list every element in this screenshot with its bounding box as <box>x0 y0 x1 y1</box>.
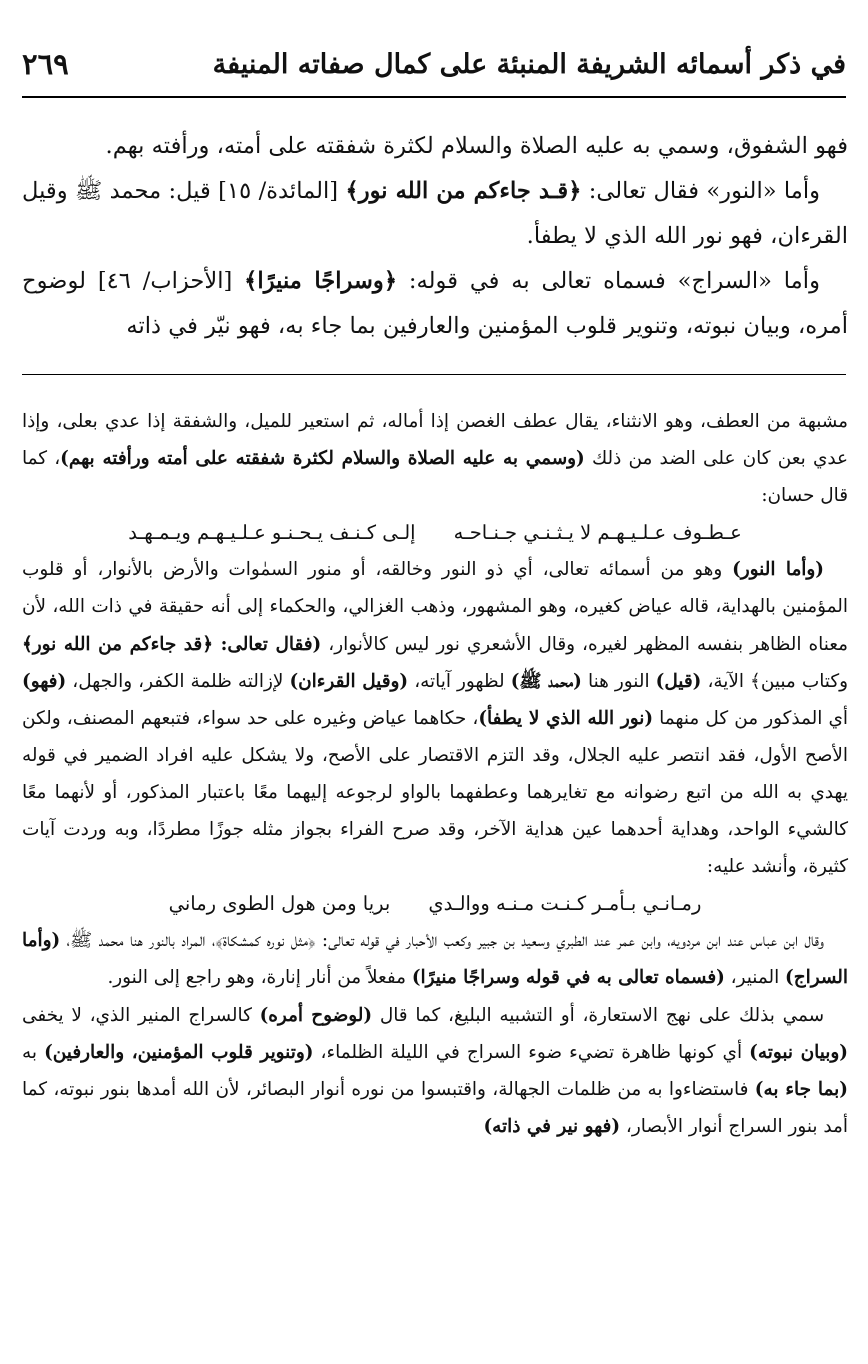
running-title: في ذكر أسمائه الشريفة المنبئة على كمال صفاته المنيفة <box>212 48 846 80</box>
c2-text-4: لظهور آياته، <box>408 670 511 692</box>
main-paragraph-2 <box>22 169 848 259</box>
main-text <box>22 124 848 349</box>
commentary-paragraph-2 <box>22 551 848 885</box>
commentary-divider <box>22 374 846 375</box>
c4-bold-2: (وبيان نبوته) <box>749 1041 848 1063</box>
c2-bold-5: (وقيل القرءان) <box>289 670 409 692</box>
c4-bold-3: (وتنوير قلوب المؤمنين، والعارفين) <box>44 1041 314 1063</box>
c2-bold-6: (فهو) <box>22 670 67 692</box>
commentary-text <box>22 403 848 1145</box>
main-paragraph-3 <box>22 259 848 349</box>
c2-bold-2: (فقال تعالى: ﴿قد جاءكم من الله نور﴾ <box>22 633 322 655</box>
header-rule <box>22 96 846 98</box>
c3-bold-2: (فسماه تعالى به في قوله وسراجًا منيرًا) <box>411 967 725 989</box>
commentary-paragraph-3 <box>22 922 848 996</box>
verse-1-right-hemistich: عـطـوف عـلـيـهـم لا يـثـنـي جـنـاحـه <box>453 521 742 545</box>
c2-text-1: وهو من أسمائه تعالى، أي ذو النور وخالقه، أو منور السمٰوات والأرض بالأنوار، أو قلوب المؤمنين بالهداية، قاله عياض كغيره، وهو المشهور، وذهب الغزالي، والحكماء إلى أنه حقيقة في ذات الله، لأن معناه الظاهر بنفسه المظهر لغيره، وقال الأشعري نور ليس كالأنوار، <box>22 559 848 655</box>
verse-1-left-hemistich: إلـى كـنـف يـحـنـو عـلـيـهـم ويـمـهـد <box>128 521 416 545</box>
c2-text-2: وكتاب مبين﴾ الآية، <box>701 670 848 692</box>
commentary-paragraph-4 <box>22 997 848 1145</box>
main-paragraph-1: فهو الشفوق، وسمي به عليه الصلاة والسلام لكثرة شفقته على أمته، ورأفته بهم. <box>105 133 848 159</box>
verse-2-right-hemistich: رمـانـي بـأمـر كـنـت مـنـه ووالـدي <box>428 892 702 916</box>
c3-text-2: المنير، <box>724 967 786 989</box>
commentary-c1-end: ، كما قال حسان: <box>22 448 848 507</box>
c2-bold-4: (محمد ﷺ) <box>510 670 582 692</box>
c4-bold-1: (لوضوح أمره) <box>259 1004 373 1026</box>
c2-bold-3: (قيل) <box>655 670 702 692</box>
poetry-verse-1 <box>22 514 848 551</box>
commentary-c1-bold: (وسمي به عليه الصلاة والسلام لكثرة شفقته على أمته ورأفته بهم) <box>60 448 585 470</box>
c3-bold-1: (وأما السراج) <box>22 930 848 989</box>
c4-text-4: به <box>22 1041 45 1063</box>
c2-text-5: لإزالته ظلمة الكفر، والجهل، <box>66 670 290 692</box>
main-p3-start: وأما «السراج» فسماه تعالى به في قوله: <box>408 268 820 294</box>
c3-text-3: مفعلاً من أنار إنارة، وهو راجع إلى النور. <box>107 967 412 989</box>
c2-text-7: ، حكاهما عياض وغيره على حد سواء، فتبعهم المصنف، ولكن الأصح الأول، فقد انتصر عليه الجلال، وقد التزم الاقتصار على الأصح، ولا يشكل عليه افراد الضمير في قوله يهدي به الله من اتبع رضوانه مع تغايرهما وعطفهما بالواو لرجوعه إليهما معًا باعتبار المذكور، أو لأنهما معًا كالشيء الواحد، وهداية أحدهما عين هداية الآخر، وقد صرح الفراء بجواز مثله جوزًا مطردًا، وبه وردت آيات كثيرة، وأنشد عليه: <box>22 707 848 878</box>
c2-text-3: النور هنا <box>581 670 656 692</box>
poetry-verse-2 <box>22 885 848 922</box>
c4-text-5: فاستضاءوا به من ظلمات الجهالة، واقتبسوا من نوره أنوار البصائر، لأن الله أمدها بنور نبوته، كما أمد بنور السراج أنوار الأبصار، <box>22 1078 848 1137</box>
quran-quote-nur-text: قـد جاءكم من الله نور <box>358 178 569 204</box>
page-number: ٢٦٩ <box>22 47 69 81</box>
c2-bold-7: (نور الله الذي لا يطفأ) <box>478 707 654 729</box>
main-p3-end: لوضوح أمره، وبيان نبوته، وتنوير قلوب المؤمنين والعارفين بما جاء به، فهو نيّر في ذاته <box>22 268 848 339</box>
c3-text-1: وقال ابن عباس عند ابن مردويه، وابن عمر عند الطبري وسعيد بن جبير وكعب الأحبار في قوله تعالى: ﴿مثل نوره كمشكاة﴾، المراد بالنور هنا محمد ﷺ، <box>60 930 824 952</box>
c4-bold-4: (بما جاء به) <box>754 1078 848 1100</box>
main-p2-ref: [المائدة/ ١٥] قيل: <box>168 178 339 204</box>
verse-2-left-hemistich: بريا ومن هول الطوى رماني <box>168 892 391 916</box>
c4-bold-5: (فهو نير في ذاته) <box>483 1115 621 1137</box>
commentary-c1: مشبهة من العطف، وهو الانثناء، يقال عطف الغصن إذا أماله، ثم استعير للميل، والشفقة إذا عدي بعلى، وإذا عدي بعن كان على الضد من ذلك <box>22 411 848 470</box>
commentary-paragraph-1 <box>22 403 848 514</box>
c2-text-6: أي المذكور من كل منهما <box>653 707 848 729</box>
c2-bold-1: (وأما النور) <box>732 559 824 581</box>
main-p3-ref: [الأحزاب/ ٤٦] <box>97 268 233 294</box>
c4-text-2: كالسراج المنير الذي، لا يخفى <box>22 1004 260 1026</box>
main-p2-end: محمد ﷺ وقيل القرءان، فهو نور الله الذي لا يطفأ. <box>22 178 848 249</box>
main-p2-start: وأما «النور» فقال تعالى: <box>588 178 821 204</box>
quran-quote-nur: ﴿قـد جاءكم من الله نور﴾ <box>345 178 582 204</box>
c4-text-3: أي كونها ظاهرة تضيء ضوء السراج في الليلة الظلماء، <box>313 1041 750 1063</box>
page-header <box>22 40 846 88</box>
c4-text-1: سمي بذلك على نهج الاستعارة، أو التشبيه البليغ، كما قال <box>372 1004 824 1026</box>
quran-quote-siraj: ﴿وسراجًا منيرًا﴾ <box>244 268 398 294</box>
